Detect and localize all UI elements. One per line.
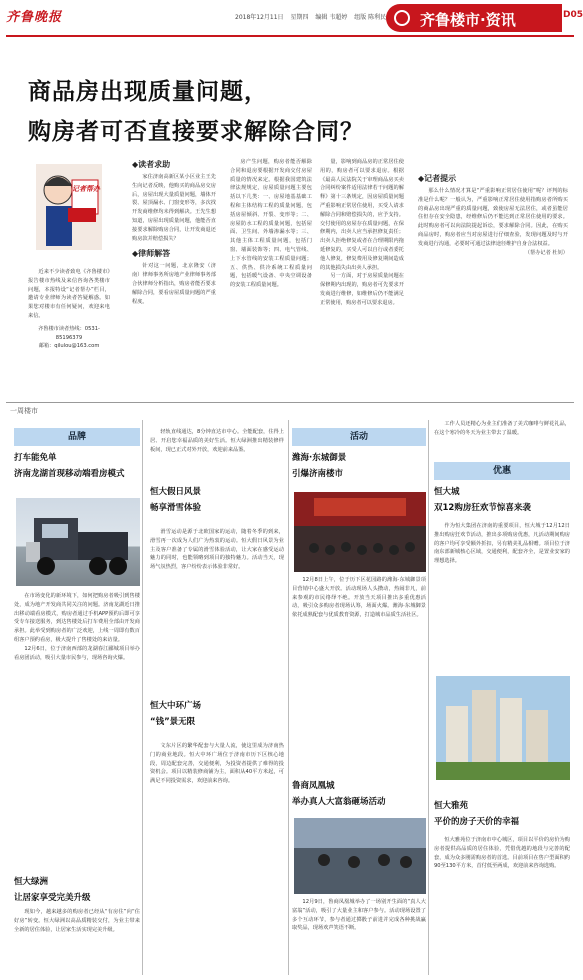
category-brand: 品牌 (14, 428, 140, 446)
act2-title: 鲁商凤凰城 (292, 781, 335, 791)
promo1-heading (434, 486, 570, 516)
act1-title: 潍海·东城御景 (292, 453, 347, 463)
mid2-title: 恒大中环广场 (150, 701, 202, 711)
promo2-body (434, 836, 570, 976)
section-divider (6, 402, 574, 403)
category-activity: 活动 (292, 428, 426, 446)
article-col-2-text: 房产生问题，购房者能否解除合同和退房要根据开发商交付房屋质量的情况来定。根据我国建筑法律法规规定，房屋质量问题主要包括以下几类：一、房屋地基基础工程和主体结构工程的质量问题，包括房屋倾斜、开裂、变形等；二、房屋防水工程的质量问题，包括屋面、卫生间、外墙渗漏水等；三、其他主体工程质量问题，包括门窗、墙面装饰等；四、电气管线、上下水管线的安装工程质量问题；五、供热、供冷系统工程质量问题，包括暖气设备、中央空调设备的安装工程质量问题。 (230, 159, 312, 289)
mid1-heading (150, 486, 284, 526)
promo1-body-text: 作为恒大集团在济南的重要项目，恒大城于12月12日推出购房狂欢节活动，推出多项购房优惠，凡活动期间购房的客户均可享受额外折扣，另有精美礼品相赠。项目位于济南东部新城核心区域，交通便利，配套齐全，是置业安家的理想选择。 (434, 523, 570, 565)
reporter-signature: （帮办记者 杜钊） (524, 249, 568, 256)
right-top-paragraph: 工作人员还精心为业主们准备了美式咖啡与鲜花礼品，在这个寒冷的冬天为业主带去了温暖。 (434, 421, 570, 436)
brand2-body-text: 现如今，越来越多的购房者已经从“有房住”向“住好房”转变。恒大绿洲以高品质精装交付，为业主带来全新的居住体验，让居家生活实现完美升级。 (14, 909, 140, 933)
mid2-subtitle: “钱”景无限 (150, 717, 196, 727)
brand2-title: 恒大绿洲 (14, 877, 49, 887)
brand1-body (14, 592, 140, 862)
column-separator (142, 420, 143, 975)
mid1-body-text: 滑雪运动是源于北欧国家的运动，随着冬季的到来，滑雪再一次成为人们广为热衷的运动。恒大假日风景为业主及客户准备了专属的滑雪体验活动，让大家在感受运动魅力的同时，也能领略到项目的独特魅力。活动当天，现场气氛热烈，客户纷纷表示体验非常好。 (150, 529, 284, 571)
category-promo: 优惠 (434, 462, 570, 480)
masthead-rule (6, 35, 574, 37)
section-title: 齐鲁楼市·资讯 (420, 11, 516, 29)
lawyer-answer-heading: ◆律师解答 (132, 249, 171, 259)
act1-body-text: 12月8日上午，位于历下区花园路的潍海·东城御景项目营销中心盛大开放。活动现场人头攒动，热闹非凡，前来参观的市民络绎不绝。开放当天项目推出多重优惠活动，吸引众多购房者现场认筹，场面火爆。潍海·东城御景依托成熟配套与优质教育资源，打造城市品质生活社区。 (292, 577, 426, 619)
act2-body (292, 898, 426, 976)
brand1-body-text: 在市场变化的新环境下，如何把购房者吸引到售楼处，成为地产开发商共同关注的问题。济南龙湖近日推出移动端看房模式，购房者通过手机APP预约后即可享受专车接送服务，到达售楼处后打车费用全部由开发商承担。此举受到购房者的广泛欢迎，上线一周即有数百组客户预约看房，极大提升了售楼处的来访量。 (14, 593, 140, 643)
mid2-body (150, 742, 284, 976)
article-col-3-text: 量，影响到商品房的正常居住使用的，购房者可以要求退房。根据《最高人民法院关于审理商品房买卖合同纠纷案件适用法律若干问题的解释》第十三条规定，因房屋质量问题严重影响正常居住使用，买受人请求解除合同和赔偿损失的，应予支持。交付使用的房屋存在质量问题，在保修期内，出卖人应当承担修复责任；出卖人拒绝修复或者在合理期限内拖延修复的，买受人可以自行或者委托他人修复，修复费用及修复期间造成的其他损失由出卖人承担。 (320, 159, 404, 271)
reader-question-heading: ◆读者求助 (132, 160, 171, 169)
act1-body (292, 576, 426, 776)
promo2-heading (434, 800, 570, 830)
article-col-3b-text: 另一方面，对于房屋质量问题在保修期内出现的，购房者可先要求开发商进行维修，如维修后仍不能满足正常使用，购房者可以要求退房。 (320, 273, 404, 306)
building-photo (436, 676, 570, 780)
lawyer-answer-text: 针对这一问题，北京隆安（济南）律师事务所房地产业律师事务部合伙律师分析指出，购房者能否要求解除合同，要看房屋质量问题的严重程度。 (132, 263, 216, 305)
article-col-3 (320, 158, 404, 398)
reporter-intro (28, 268, 110, 393)
article-col-1 (132, 158, 216, 398)
section-header (386, 4, 562, 32)
headline-line-1: 商品房出现质量问题， (28, 79, 268, 105)
date-part: 星期四 (290, 14, 309, 21)
act2-heading (292, 780, 426, 810)
reporter-badge: 记者帮办 (72, 185, 100, 193)
reporter-tip-heading: ◆记者提示 (418, 174, 457, 183)
truck-photo (16, 498, 140, 586)
act1-subtitle: 引爆济南楼市 (292, 469, 344, 479)
brand2-subtitle: 让居家享受完美升级 (14, 893, 91, 903)
reader-question-text: 家住济南高新区某小区业主王先生向记者反映，他购买的商品房交房后，房屋出现大量质量问题，墙体开裂、屋顶漏水、门窗变形等，多次找开发商维修均未得到解决。王先生想知道，房屋出现质量问题，他能否直接要求解除购房合同，让开发商退还购房款并赔偿损失？ (132, 174, 216, 242)
date-part: 编辑 韦超婷 (315, 14, 348, 21)
column-separator (288, 420, 289, 975)
newspaper-logo: 齐鲁晚报 (6, 10, 63, 25)
masthead (0, 0, 583, 36)
brand1-subtitle: 济南龙湖首现移动端看房模式 (14, 469, 125, 479)
reporter-illustration (34, 150, 104, 250)
activity-photo (294, 818, 426, 894)
event-photo (294, 492, 426, 572)
mid1-intro-text: 轻轨直线通达，8分钟直达市中心。全能配套，住得上居、开启您幸福品质的美好生活。恒大绿洲推出精装修样板间，现已正式对外开放，欢迎前来品鉴。 (150, 429, 284, 453)
mid1-body (150, 528, 284, 698)
reporter-intro-text: 近来不少读者致电《齐鲁楼市》报告楼市热线及来信咨询各类楼市问题，本报特设“记者帮办”栏目，邀请专业律师为读者答疑解惑。如果您对楼市有任何疑问，欢迎来电来信。 (28, 269, 110, 319)
article-col-2 (230, 158, 312, 398)
date-line (235, 12, 391, 21)
promo2-subtitle: 平价的房子天价的幸福 (434, 817, 520, 827)
promo1-subtitle: 双12购房狂欢节惊喜来袭 (434, 503, 531, 513)
reporter-contact: 齐鲁楼市读者热线：0531-85196379 (38, 325, 100, 341)
weekly-band-label: 一周楼市 (10, 407, 38, 415)
reporter-tip (418, 172, 568, 392)
act2-subtitle: 举办真人大富翁砸场活动 (292, 797, 386, 807)
circle-logo-icon (394, 10, 410, 26)
mid1-title: 恒大假日风景 (150, 487, 202, 497)
brand1-body-text-2: 12月6日，位于济南西部的龙湖春江郦城项目举办看房团活动，吸引大量市民参与，现场咨询火爆。 (14, 645, 140, 661)
page-headline (28, 72, 364, 152)
mid2-heading (150, 700, 284, 730)
brand1-title: 打车能免单 (14, 453, 57, 463)
act1-heading (292, 452, 426, 488)
promo1-title: 恒大城 (434, 487, 460, 497)
reporter-tip-text: 那么什么情况才算是“严重影响正常居住使用”呢？评判的标准是什么呢？一般认为，严重影响正常居住使用指购房者所购买的商品房出现严重的质量问题，致使房屋无法居住，或者虽能居住但存在安全隐患，经维修后仍不能达到正常居住使用的要求。此时购房者可以向法院提起诉讼，要求解除合同。因此，在购买商品房时，购房者应当对房屋进行仔细查验，发现问题及时与开发商进行沟通，必要时可通过法律途径维护自身合法权益。 (418, 188, 568, 247)
reporter-email: 邮箱：qilulou@163.com (38, 343, 100, 350)
column-separator (428, 420, 429, 975)
headline-line-2: 购房者可否直接要求解除合同？ (28, 119, 364, 145)
mid1-subtitle: 畅享滑雪体验 (150, 503, 202, 513)
promo2-title: 恒大雅苑 (434, 801, 469, 811)
date-part: 组版 陈利民 (354, 14, 387, 21)
date-part: 2018年12月11日 (235, 14, 284, 21)
mid2-body-text: 文东片区的繁华配套与大量人流，使这里成为济南热门的商业地段。恒大中环广场位于济南市历下区核心地段，周边配套完善，交通便利，为投资者提供了难得的投资机会。项目以精装修商铺为主，面积从40平方米起，可满足不同投资需求，欢迎前来咨询。 (150, 743, 284, 785)
act2-body-text: 12月9日，鲁商凤凰城举办了一场别开生面的“真人大富翁”活动，吸引了大量业主和客户参与。活动现场设置了多个互动环节，参与者通过掷骰子前进并完成各种挑战赢取奖品，现场欢声笑语不断。 (292, 899, 426, 932)
mid1-intro (150, 428, 284, 476)
promo1-body (434, 522, 570, 672)
promo2-body-text: 恒大雅苑位于济南市中心城区，项目以平价的房价为购房者提供高品质的居住体验，凭借优越的地段与完善的配套，成为众多刚需购房者的首选。目前项目在售户型面积约90至130平方米，首付低至两成，欢迎前来咨询选购。 (434, 837, 570, 870)
right-top-text (434, 420, 570, 456)
brand2 (14, 876, 140, 976)
page-number: D05 (563, 10, 583, 20)
